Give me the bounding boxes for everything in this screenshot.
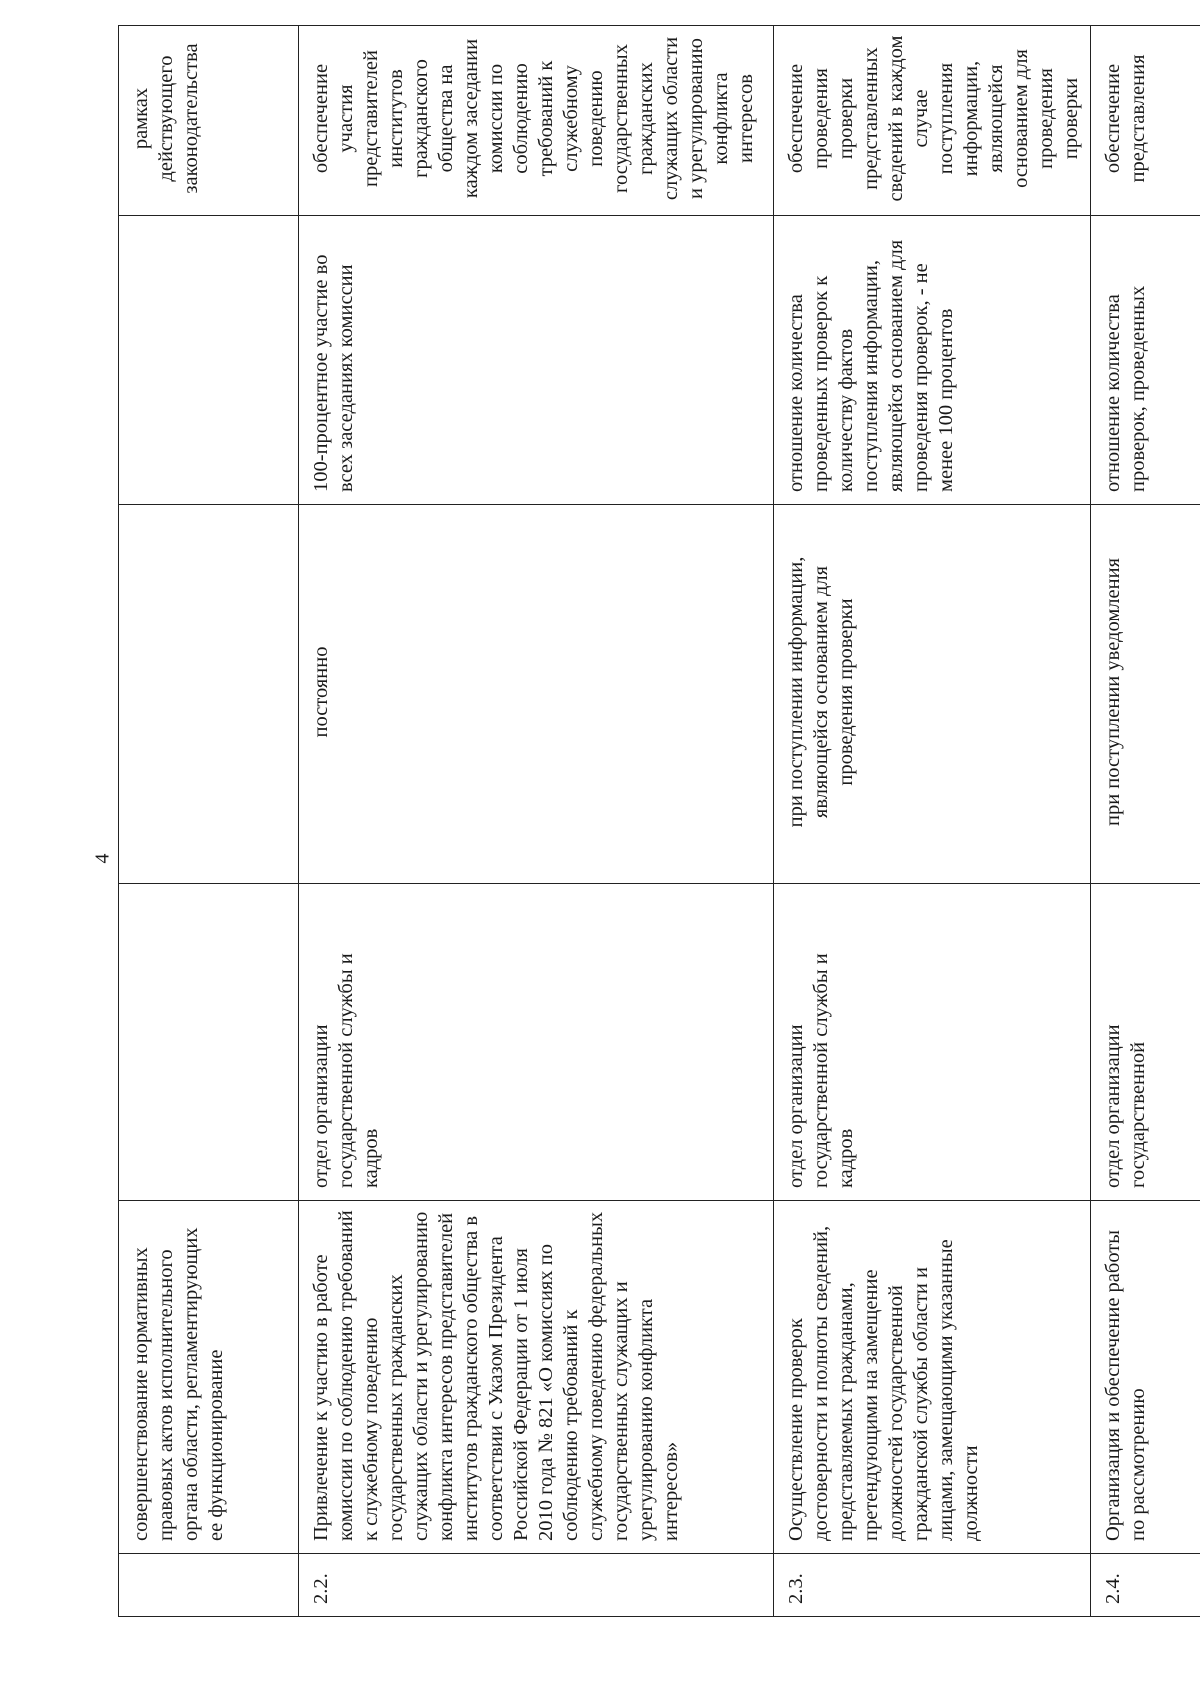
term-cell: постоянно <box>299 505 774 884</box>
table-row <box>299 26 774 1617</box>
indicator-cell: отношение количества проверок, проведенных <box>1091 216 1200 505</box>
measure-cell: Осуществление проверок достоверности и полноты сведений, представляемых гражданами, претендующими на замещение должностей государственной гражданской службы области и лицами, замещающими указанные должности <box>774 1201 1091 1554</box>
table-row <box>1091 26 1200 1617</box>
indicator-cell <box>119 216 299 505</box>
measure-cell: Организация и обеспечение работы по рассмотрению <box>1091 1201 1200 1554</box>
result-cell: обеспечение участия представителей институтов гражданского общества на каждом заседании комиссии по соблюдению требований к служебному поведению государственных гражданских служащих области и урегулированию конфликта интересов <box>299 26 774 216</box>
executor-cell: отдел организации государственной <box>1091 884 1200 1201</box>
term-cell: при поступлении уведомления <box>1091 505 1200 884</box>
result-cell: обеспечение представления <box>1091 26 1200 216</box>
anticorruption-plan-table <box>118 25 1200 1617</box>
row-number <box>119 1554 299 1617</box>
indicator-cell: 100-процентное участие во всех заседаниях комиссии <box>299 216 774 505</box>
page-number: 4 <box>91 853 114 864</box>
table-row <box>119 26 299 1617</box>
document-table-wrapper <box>118 25 1200 1617</box>
row-number: 2.4. <box>1091 1554 1200 1617</box>
row-number: 2.3. <box>774 1554 1091 1617</box>
indicator-cell: отношение количества проведенных проверок к количеству фактов поступления информации, являющейся основанием для проведения проверок, - не менее 100 процентов <box>774 216 1091 505</box>
executor-cell: отдел организации государственной службы и кадров <box>299 884 774 1201</box>
executor-cell: отдел организации государственной службы и кадров <box>774 884 1091 1201</box>
result-cell: обеспечение проведения проверки представленных сведений в каждом случае поступления информации, являющейся основанием для проведения проверки <box>774 26 1091 216</box>
executor-cell <box>119 884 299 1201</box>
table-row <box>774 26 1091 1617</box>
measure-cell: совершенствование нормативных правовых актов исполнительного органа области, регламентирующих ее функционирование <box>119 1201 299 1554</box>
term-cell <box>119 505 299 884</box>
term-cell: при поступлении информации, являющейся основанием для проведения проверки <box>774 505 1091 884</box>
row-number: 2.2. <box>299 1554 774 1617</box>
rotated-table-container <box>118 25 1200 1617</box>
result-cell: рамках действующего законодательства <box>119 26 299 216</box>
measure-cell: Привлечение к участию в работе комиссии по соблюдению требований к служебному поведению государственных гражданских служащих области и урегулированию конфликта интересов представителей институтов гражданского общества в соответствии с Указом Президента Российской Федерации от 1 июля 2010 года № 821 «О комиссиях по соблюдению требований к служебному поведению федеральных государственных служащих и урегулированию конфликта интересов» <box>299 1201 774 1554</box>
